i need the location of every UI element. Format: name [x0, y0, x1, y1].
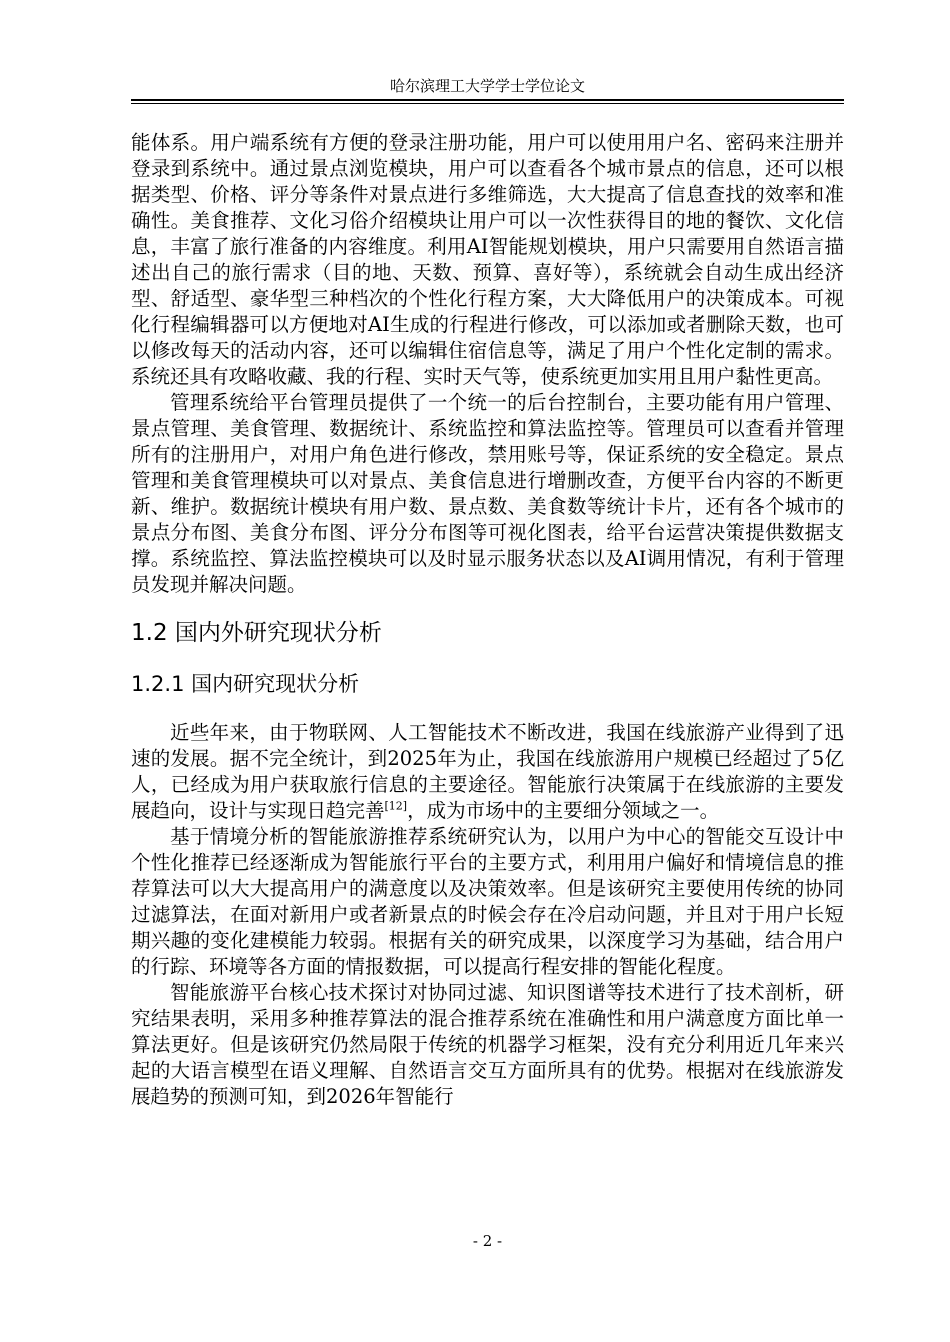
paragraph-3 [131, 720, 844, 824]
paragraph-5: 智能旅游平台核心技术探讨对协同过滤、知识图谱等技术进行了技术剖析，研究结果表明，采用多种推荐算法的混合推荐系统在准确性和用户满意度方面比单一算法更好。但是该研究仍然局限于传统的机器学习框架，没有充分利用近几年来兴起的大语言模型在语义理解、自然语言交互方面所具有的优势。根据对在线旅游发展趋势的预测可知，到2026年智能行 [131, 981, 844, 1108]
paragraph-3-text-b: ，成为市场中的主要细分领域之一。 [407, 799, 720, 822]
citation-12: [12] [384, 799, 408, 813]
subsection-heading: 1.2.1 国内研究现状分析 [131, 672, 360, 696]
paragraph-3-text-a: 近些年来，由于物联网、人工智能技术不断改进，我国在线旅游产业得到了迅速的发展。据不完全统计，到2025年为止，我国在线旅游用户规模已经超过了5亿人，已经成为用户获取旅行信息的主要途径。智能旅行决策属于在线旅游的主要发展趋向，设计与实现日趋完善 [131, 721, 844, 822]
running-header: 哈尔滨理工大学学士学位论文 [389, 77, 585, 95]
page-number: - 2 - [472, 1232, 503, 1250]
paragraph-1: 能体系。用户端系统有方便的登录注册功能，用户可以使用用户名、密码来注册并登录到系统中。通过景点浏览模块，用户可以查看各个城市景点的信息，还可以根据类型、价格、评分等条件对景点进行多维筛选，大大提高了信息查找的效率和准确性。美食推荐、文化习俗介绍模块让用户可以一次性获得目的地的餐饮、文化信息，丰富了旅行准备的内容维度。利用AI智能规划模块，用户只需要用自然语言描述出自己的旅行需求（目的地、天数、预算、喜好等），系统就会自动生成出经济型、舒适型、豪华型三种档次的个性化行程方案，大大降低用户的决策成本。可视化行程编辑器可以方便地对AI生成的行程进行修改，可以添加或者删除天数，也可以修改每天的活动内容，还可以编辑住宿信息等，满足了用户个性化定制的需求。系统还具有攻略收藏、我的行程、实时天气等，使系统更加实用且用户黏性更高。 [131, 131, 844, 388]
header-rule-thick [131, 99, 844, 101]
paragraph-2: 管理系统给平台管理员提供了一个统一的后台控制台，主要功能有用户管理、景点管理、美食管理、数据统计、系统监控和算法监控等。管理员可以查看并管理所有的注册用户，对用户角色进行修改，禁用账号等，保证系统的安全稳定。景点管理和美食管理模块可以对景点、美食信息进行增删改查，方便平台内容的不断更新、维护。数据统计模块有用户数、景点数、美食数等统计卡片，还有各个城市的景点分布图、美食分布图、评分分布图等可视化图表，给平台运营决策提供数据支撑。系统监控、算法监控模块可以及时显示服务状态以及AI调用情况，有利于管理员发现并解决问题。 [131, 391, 844, 596]
header-rule-thin [131, 103, 844, 104]
paragraph-4: 基于情境分析的智能旅游推荐系统研究认为，以用户为中心的智能交互设计中个性化推荐已经逐渐成为智能旅行平台的主要方式，利用用户偏好和情境信息的推荐算法可以大大提高用户的满意度以及决策效率。但是该研究主要使用传统的协同过滤算法，在面对新用户或者新景点的时候会存在冷启动问题，并且对于用户长短期兴趣的变化建模能力较弱。根据有关的研究成果，以深度学习为基础，结合用户的行踪、环境等各方面的情报数据，可以提高行程安排的智能化程度。 [131, 825, 844, 978]
section-heading: 1.2 国内外研究现状分析 [131, 620, 382, 646]
body-text [131, 130, 844, 1110]
